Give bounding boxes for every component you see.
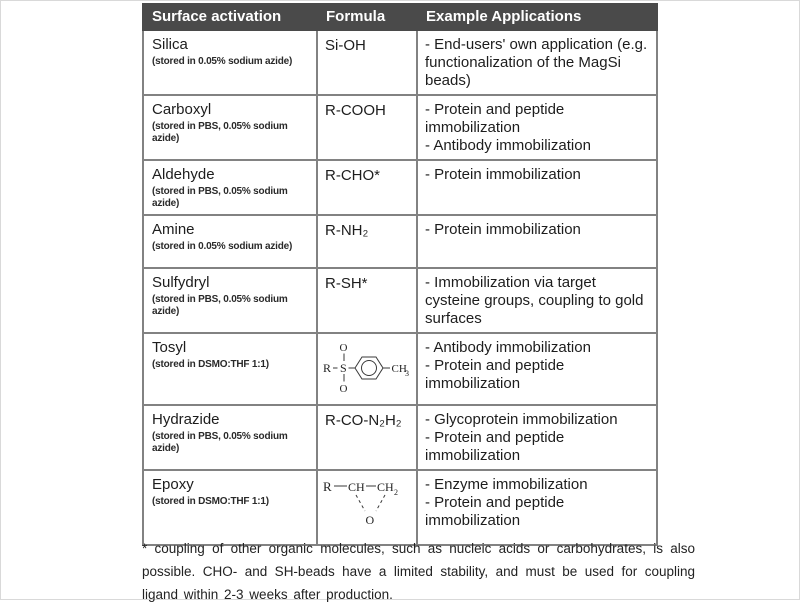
application-item: - Enzyme immobilization xyxy=(425,476,588,493)
table-row-tosyl xyxy=(143,333,657,405)
table-row-hydrazide xyxy=(143,405,657,470)
svg-text:2: 2 xyxy=(394,488,398,497)
storage-note: (stored in DSMO:THF 1:1) xyxy=(152,496,269,507)
svg-text:3: 3 xyxy=(405,369,409,378)
application-item: - Protein and peptide immobilization xyxy=(425,357,565,392)
activation-name: Amine xyxy=(152,221,195,238)
application-item: - Antibody immobilization xyxy=(425,339,591,356)
svg-text:CH: CH xyxy=(348,480,365,494)
application-item: - Protein immobilization xyxy=(425,166,581,183)
formula: R-CHO* xyxy=(317,160,417,215)
activation-name: Carboxyl xyxy=(152,101,212,118)
application-item: - Immobilization via target cysteine groups, coupling to gold surfaces xyxy=(425,274,644,327)
storage-note: (stored in DSMO:THF 1:1) xyxy=(152,359,269,370)
formula: R-SH* xyxy=(317,268,417,333)
table-row-sulfydryl xyxy=(143,268,657,333)
table-header-row xyxy=(143,4,657,30)
application-item: - Protein immobilization xyxy=(425,221,581,238)
table-row-amine xyxy=(143,215,657,268)
application-item: - Antibody immobilization xyxy=(425,137,591,154)
surface-activation-table xyxy=(142,3,658,546)
application-item: - Protein and peptide immobilization xyxy=(425,494,565,529)
storage-note: (stored in 0.05% sodium azide) xyxy=(152,56,293,67)
svg-text:CH: CH xyxy=(377,480,394,494)
table-row-epoxy xyxy=(143,470,657,545)
table-row-silica xyxy=(143,30,657,95)
application-item: - Glycoprotein immobilization xyxy=(425,411,618,428)
activation-name: Aldehyde xyxy=(152,166,215,183)
storage-note: (stored in PBS, 0.05% sodium azide) xyxy=(152,431,288,454)
formula: Si-OH xyxy=(317,30,417,95)
table-row-carboxyl xyxy=(143,95,657,160)
svg-text:O: O xyxy=(339,342,348,354)
activation-name: Hydrazide xyxy=(152,411,220,428)
svg-text:CH: CH xyxy=(391,363,407,375)
svg-text:O: O xyxy=(365,513,375,527)
storage-note: (stored in 0.05% sodium azide) xyxy=(152,241,293,252)
svg-text:R: R xyxy=(323,361,332,375)
application-item: - End-users' own application (e.g. functionalization of the MagSi beads) xyxy=(425,36,648,89)
formula: R-NH₂ xyxy=(317,215,417,268)
activation-name: Tosyl xyxy=(152,339,187,356)
activation-name: Epoxy xyxy=(152,476,194,493)
activation-name: Sulfydryl xyxy=(152,274,210,291)
table-row-aldehyde xyxy=(143,160,657,215)
epoxy-structure-diagram xyxy=(321,474,415,530)
svg-text:R: R xyxy=(323,479,332,494)
application-item: - Protein and peptide immobilization xyxy=(425,101,565,136)
svg-text:S: S xyxy=(340,361,347,375)
storage-note: (stored in PBS, 0.05% sodium azide) xyxy=(152,294,288,317)
activation-name: Silica xyxy=(152,36,188,53)
formula: R-CO-N₂H₂ xyxy=(317,405,417,470)
column-header-example-applications: Example Applications xyxy=(417,4,657,30)
svg-text:O: O xyxy=(339,383,348,395)
storage-note: (stored in PBS, 0.05% sodium azide) xyxy=(152,186,288,209)
tosyl-structure-diagram xyxy=(321,337,413,397)
application-item: - Protein and peptide immobilization xyxy=(425,429,565,464)
storage-note: (stored in PBS, 0.05% sodium azide) xyxy=(152,121,288,144)
column-header-surface-activation: Surface activation xyxy=(143,4,317,30)
formula: R-COOH xyxy=(317,95,417,160)
footnote: * coupling of other organic molecules, such as nucleic acids or carbohydrates, is also possible. CHO- and SH-beads have a limited stability, and must be used for coupling ligand within 2-3 weeks after production. xyxy=(142,541,695,602)
column-header-formula: Formula xyxy=(317,4,417,30)
